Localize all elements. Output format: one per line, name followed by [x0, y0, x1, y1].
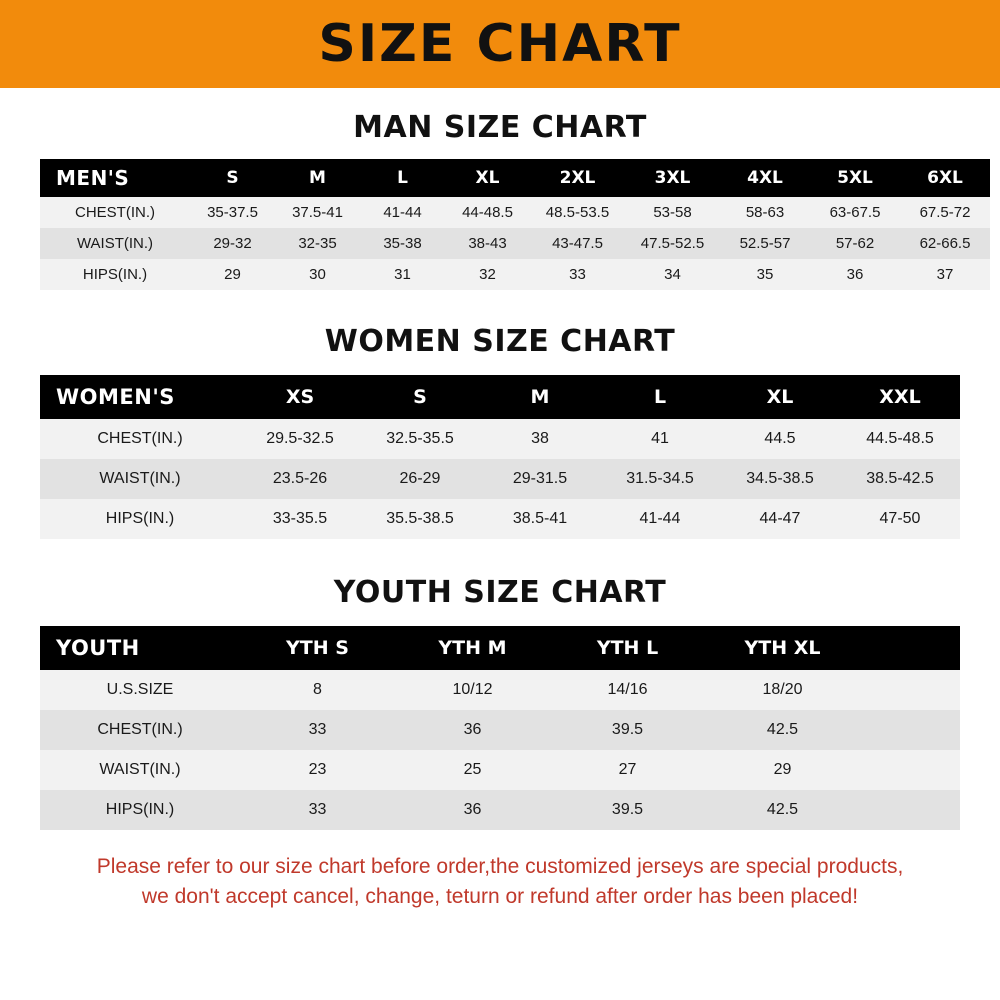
- table-cell-spacer: [860, 670, 960, 710]
- youth-header-cell: YOUTH: [56, 636, 140, 660]
- women-header-cell: L: [653, 386, 667, 408]
- table-cell: 38: [531, 430, 549, 447]
- women-header-cell: XL: [766, 386, 794, 408]
- table-row: [40, 710, 960, 750]
- table-cell: 39.5: [611, 801, 644, 818]
- table-cell: 29: [773, 761, 792, 778]
- table-cell: 34.5-38.5: [746, 470, 814, 487]
- table-cell: 53-58: [653, 204, 692, 221]
- man-header-cell: S: [226, 168, 239, 188]
- row-label: HIPS(IN.): [105, 801, 175, 818]
- man-header-cell: 2XL: [559, 168, 596, 188]
- table-cell: 34: [664, 266, 681, 283]
- table-row: [40, 499, 960, 539]
- table-cell: 30: [309, 266, 326, 283]
- women-size-section: [0, 290, 1000, 539]
- table-cell: 29-31.5: [512, 470, 568, 487]
- row-label: U.S.SIZE: [106, 681, 174, 698]
- table-cell: 36: [463, 721, 482, 738]
- table-cell: 38.5-42.5: [866, 470, 934, 487]
- table-cell: 44.5-48.5: [866, 430, 934, 447]
- table-row: [40, 459, 960, 499]
- table-cell: 18/20: [762, 681, 803, 698]
- women-table-header-row: [40, 375, 960, 419]
- table-cell: 37.5-41: [292, 204, 343, 221]
- table-cell: 31: [394, 266, 411, 283]
- row-label: WAIST(IN.): [99, 761, 181, 778]
- table-cell-spacer: [860, 790, 960, 830]
- table-cell: 47.5-52.5: [640, 235, 705, 252]
- table-cell: 35-37.5: [207, 204, 258, 221]
- man-table-header-row: [40, 159, 990, 197]
- table-cell: 25: [463, 761, 482, 778]
- table-cell: 31.5-34.5: [626, 470, 694, 487]
- table-cell: 41-44: [639, 510, 681, 527]
- table-cell: 32: [479, 266, 496, 283]
- table-cell: 32-35: [298, 235, 337, 252]
- man-size-table: [40, 159, 990, 290]
- row-label: CHEST(IN.): [75, 204, 155, 221]
- youth-table-header-row: [40, 626, 960, 670]
- table-cell: 41: [651, 430, 669, 447]
- table-cell: 35.5-38.5: [386, 510, 454, 527]
- table-cell: 33: [308, 801, 327, 818]
- table-cell: 29: [224, 266, 241, 283]
- footer-note: [0, 852, 1000, 913]
- man-header-cell: L: [397, 168, 408, 188]
- table-cell: 63-67.5: [829, 204, 881, 221]
- table-cell: 29.5-32.5: [266, 430, 334, 447]
- table-row: [40, 419, 960, 459]
- man-size-section: [0, 88, 1000, 290]
- women-section-title: WOMEN SIZE CHART: [324, 324, 676, 359]
- table-row: [40, 197, 990, 228]
- table-cell: 58-63: [745, 204, 785, 221]
- table-cell: 67.5-72: [919, 204, 971, 221]
- youth-header-cell: YTH S: [286, 637, 349, 659]
- man-header-cell: MEN'S: [56, 166, 130, 190]
- table-cell: 62-66.5: [919, 235, 971, 252]
- women-header-cell: WOMEN'S: [56, 385, 175, 409]
- table-cell-spacer: [860, 750, 960, 790]
- women-header-cell: M: [530, 386, 550, 408]
- youth-header-cell: YTH XL: [744, 637, 821, 659]
- table-cell: 33: [569, 266, 586, 283]
- youth-header-cell: YTH L: [596, 637, 659, 659]
- youth-size-section: [0, 539, 1000, 830]
- table-cell: 26-29: [399, 470, 441, 487]
- table-row: [40, 790, 960, 830]
- women-header-cell: S: [413, 386, 427, 408]
- row-label: WAIST(IN.): [76, 235, 154, 252]
- youth-header-spacer: [860, 626, 960, 670]
- table-cell: 38-43: [468, 235, 507, 252]
- man-header-cell: M: [309, 168, 326, 188]
- table-cell: 32.5-35.5: [386, 430, 454, 447]
- table-row: [40, 750, 960, 790]
- table-cell: 10/12: [452, 681, 493, 698]
- table-cell: 37: [936, 266, 954, 283]
- row-label: HIPS(IN.): [105, 510, 175, 527]
- table-cell: 33: [308, 721, 327, 738]
- women-size-table: [40, 375, 960, 539]
- table-cell: 23.5-26: [272, 470, 328, 487]
- table-cell: 43-47.5: [552, 235, 603, 252]
- women-header-cell: XS: [285, 386, 315, 408]
- table-cell: 57-62: [835, 235, 875, 252]
- table-cell: 52.5-57: [739, 235, 791, 252]
- footer-note-line-1: Please refer to our size chart before order,the customized jerseys are special products,: [96, 855, 904, 878]
- row-label: WAIST(IN.): [99, 470, 181, 487]
- row-label: CHEST(IN.): [97, 430, 183, 447]
- row-label: CHEST(IN.): [97, 721, 183, 738]
- table-cell: 33-35.5: [272, 510, 328, 527]
- table-cell: 42.5: [766, 801, 799, 818]
- table-cell: 47-50: [879, 510, 921, 527]
- table-cell: 14/16: [607, 681, 648, 698]
- table-cell: 36: [846, 266, 864, 283]
- table-cell: 41-44: [383, 204, 422, 221]
- row-label: HIPS(IN.): [82, 266, 148, 283]
- man-section-title: MAN SIZE CHART: [353, 110, 647, 145]
- youth-size-table: [40, 626, 960, 830]
- women-header-cell: XXL: [879, 386, 921, 408]
- table-row: [40, 670, 960, 710]
- table-cell: 23: [308, 761, 327, 778]
- table-cell: 48.5-53.5: [545, 204, 610, 221]
- table-cell: 38.5-41: [512, 510, 568, 527]
- page-banner: [0, 0, 1000, 88]
- man-header-cell: 6XL: [927, 168, 963, 188]
- youth-header-cell: YTH M: [438, 637, 507, 659]
- table-row: [40, 228, 990, 259]
- table-cell: 35: [756, 266, 774, 283]
- table-cell: 8: [313, 681, 322, 698]
- page-title: SIZE CHART: [318, 14, 682, 74]
- table-cell: 35-38: [383, 235, 422, 252]
- table-cell: 29-32: [213, 235, 252, 252]
- table-cell: 27: [618, 761, 637, 778]
- man-header-cell: 4XL: [747, 168, 783, 188]
- table-cell: 44-48.5: [462, 204, 513, 221]
- table-cell: 36: [463, 801, 482, 818]
- table-cell: 42.5: [766, 721, 799, 738]
- footer-note-line-2: we don't accept cancel, change, teturn or refund after order has been placed!: [141, 885, 859, 909]
- table-cell: 44.5: [764, 430, 796, 447]
- table-cell: 39.5: [611, 721, 644, 738]
- youth-section-title: YOUTH SIZE CHART: [333, 575, 667, 610]
- table-cell-spacer: [860, 710, 960, 750]
- table-row: [40, 259, 990, 290]
- man-header-cell: 5XL: [837, 168, 873, 188]
- table-cell: 44-47: [759, 510, 801, 527]
- man-header-cell: XL: [475, 168, 500, 188]
- man-header-cell: 3XL: [654, 168, 691, 188]
